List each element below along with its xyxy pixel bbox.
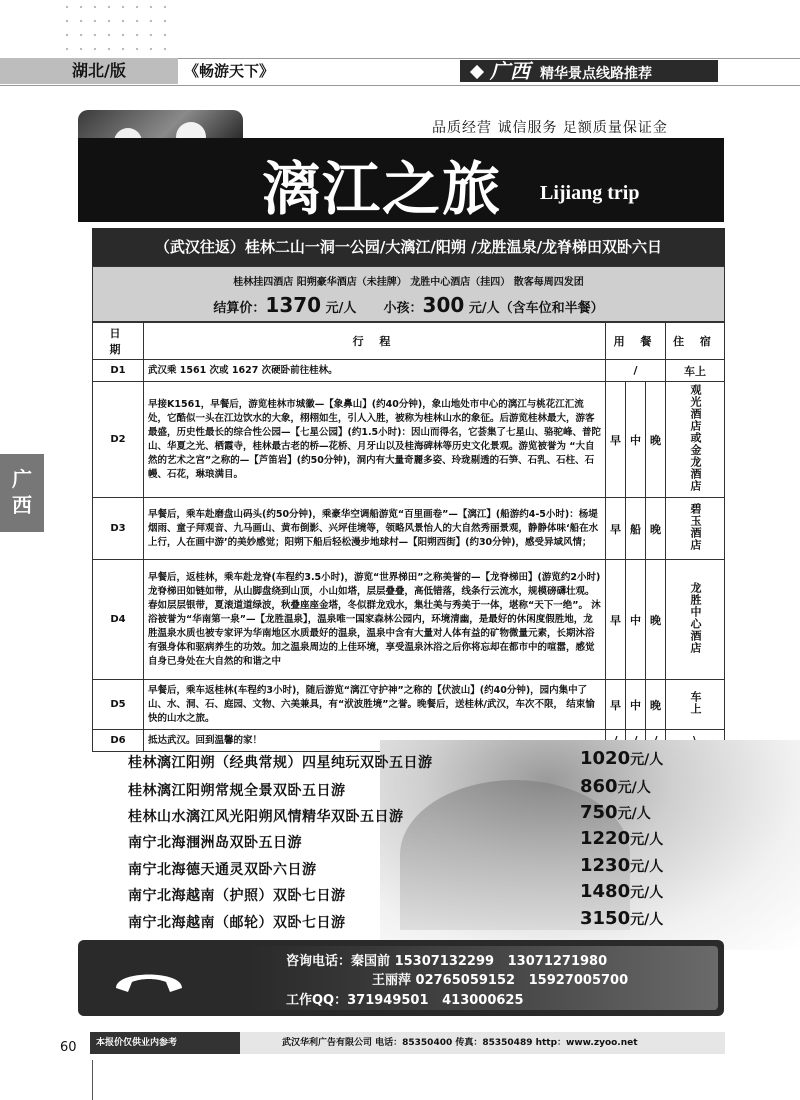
tour-price-value: 1020 (580, 748, 631, 769)
meal-cell: 早 (606, 680, 626, 730)
region-banner (460, 60, 718, 82)
tour-name: 桂林山水漓江风光阳朔风情精华双卧五日游 (128, 809, 404, 825)
contact-line-2 (372, 969, 628, 988)
tour-price-value: 1220 (580, 828, 631, 849)
tour-name: 桂林漓江阳朔（经典常规）四星纯玩双卧五日游 (128, 755, 433, 771)
meal-cell: 早 (606, 382, 626, 498)
col-itinerary: 行 程 (144, 323, 606, 360)
page-number: 60 (60, 1040, 77, 1055)
day-cell: D3 (93, 498, 144, 560)
qq-number: 371949501 (347, 993, 429, 1008)
tour-price (580, 881, 663, 902)
magazine-name: 《畅游天下》 (184, 62, 275, 80)
tour-price (580, 802, 651, 823)
table-row (93, 382, 725, 498)
lodging-text: 车上 (689, 691, 702, 715)
region-name: 广西 (490, 59, 530, 83)
page-title-en: Lijiang trip (540, 182, 640, 204)
price-label: 结算价： (213, 301, 266, 316)
day-cell: D1 (93, 360, 144, 382)
day-cell: D5 (93, 680, 144, 730)
contact-phone: 15307132299 (394, 954, 495, 969)
edition-label: 湖北/版 (0, 58, 178, 84)
meal-cell: / (606, 360, 666, 382)
side-tab-line1: 广 (12, 467, 32, 491)
tour-price-value: 750 (580, 802, 618, 823)
day-cell: D4 (93, 560, 144, 680)
lodging-text: 观光酒店或金龙酒店 (689, 384, 702, 492)
meal-cell: 晚 (646, 680, 666, 730)
contact-name: 王丽萍 (372, 973, 412, 988)
qq-label: 工作QQ： (286, 993, 348, 1008)
meal-cell: 中 (626, 382, 646, 498)
price-child-unit: 元/人（含车位和半餐） (468, 301, 604, 316)
tour-price-unit: 元/人 (617, 806, 651, 822)
meal-cell: 早 (606, 560, 626, 680)
tour-name: 南宁北海德天通灵双卧六日游 (128, 862, 317, 878)
tour-name: 南宁北海涠洲岛双卧五日游 (128, 835, 302, 851)
diamond-icon (470, 65, 484, 79)
table-row (93, 498, 725, 560)
tour-price (580, 748, 663, 769)
price-child: 300 (422, 293, 465, 317)
meal-cell: 船 (626, 498, 646, 560)
contact-line-3 (286, 989, 524, 1008)
tour-price-unit: 元/人 (630, 752, 664, 768)
route-tag: 精华景点线路推荐 (540, 66, 652, 82)
lodging-cell (666, 498, 725, 560)
contact-phone: 13071271980 (507, 954, 608, 969)
table-row (93, 360, 725, 382)
tour-name: 南宁北海越南（邮轮）双卧七日游 (128, 915, 346, 931)
lodging-cell (666, 382, 725, 498)
col-lodging: 住 宿 (666, 323, 725, 360)
meal-cell: 晚 (646, 498, 666, 560)
contact-line-1 (286, 950, 607, 969)
tour-price-value: 1230 (580, 855, 631, 876)
contact-label: 咨询电话： (286, 954, 352, 969)
phone-icon (110, 960, 188, 1000)
itinerary-cell: 武汉乘 1561 次或 1627 次硬卧前往桂林。 (144, 360, 606, 382)
region-side-tab (0, 454, 44, 532)
itinerary-table (92, 322, 725, 752)
col-day: 日 期 (93, 323, 144, 360)
day-cell: D6 (93, 730, 144, 752)
meal-cell: 晚 (646, 382, 666, 498)
lodging-cell: 车上 (666, 360, 725, 382)
meal-cell: 中 (626, 560, 646, 680)
page-title: 漓江之旅 (262, 155, 503, 223)
itinerary-cell: 抵达武汉。回到温馨的家！ (144, 730, 606, 752)
contact-phone: 15927005700 (528, 973, 629, 988)
tour-price (580, 855, 663, 876)
tour-price-value: 1480 (580, 881, 631, 902)
tour-price-unit: 元/人 (630, 832, 664, 848)
price-line (93, 293, 724, 317)
slogan: 品质经营 诚信服务 足额质量保证金 (432, 120, 668, 136)
table-header (93, 323, 725, 360)
col-meals: 用 餐 (606, 323, 666, 360)
day-cell: D2 (93, 382, 144, 498)
divider (92, 1060, 93, 1100)
tour-name: 桂林漓江阳朔常规全景双卧五日游 (128, 783, 346, 799)
price-adult: 1370 (265, 293, 322, 317)
side-tab-line2: 西 (12, 493, 32, 517)
tour-price-unit: 元/人 (630, 859, 664, 875)
qq-number: 413000625 (442, 993, 524, 1008)
table-row (93, 560, 725, 680)
meal-cell: 中 (626, 680, 646, 730)
meal-cell: 早 (606, 498, 626, 560)
tour-price-value: 3150 (580, 908, 631, 929)
tour-price-value: 860 (580, 776, 618, 797)
contact-phone: 02765059152 (415, 973, 516, 988)
price-adult-unit: 元/人 (325, 301, 357, 316)
footer-note: 本报价仅供业内参考 (90, 1032, 240, 1054)
tour-price (580, 908, 663, 929)
lodging-cell (666, 560, 725, 680)
lodging-cell (666, 680, 725, 730)
tour-price-unit: 元/人 (630, 912, 664, 928)
table-row (93, 680, 725, 730)
decorative-dots (60, 0, 170, 52)
itinerary-cell: 早餐后，乘车赴磨盘山码头(约50分钟)，乘豪华空调船游览“百里画卷”—【漓江】(船游约4-5小时)：杨堤烟雨、童子拜观音、九马画山、黄布倒影、兴坪佳境等，领略风景怡人的大自然秀丽景观，静静体味‘船在水上行，人在画中游’的美妙感觉；阳朔下船后轻松漫步地球村—【阳朔西街】(约30分钟)，感受异域风情； (144, 498, 606, 560)
contact-name: 秦国前 (351, 954, 391, 969)
itinerary-cell: 早餐后，乘车返桂林(车程约3小时)，随后游览“漓江守护神”之称的【伏波山】(约40分钟)，园内集中了山、水、洞、石、庭园、文物、六美兼具，有“洑波胜境”之誉。晚餐后，送桂林/武汉，车次不限， 结束愉快的山水之旅。 (144, 680, 606, 730)
footer-company: 武汉华利广告有限公司 电话：85350400 传真：85350489 http：www.zyoo.net (282, 1038, 638, 1048)
tour-price (580, 776, 651, 797)
tour-name: 南宁北海越南（护照）双卧七日游 (128, 888, 346, 904)
route-title: （武汉往返）桂林二山一洞一公园/大漓江/阳朔 /龙胜温泉/龙脊梯田双卧六日 (92, 228, 725, 266)
lodging-text: 龙胜中心酒店 (689, 582, 702, 654)
itinerary-cell: 早接K1561，早餐后，游览桂林市城徽—【象鼻山】(约40分钟)，象山地处市中心的漓江与桃花江汇流处，它酷似一头在江边饮水的大象，栩栩如生，引人入胜，被称为桂林山水的象征。后游览桂林最大，游客最盛，历史性最长的综合性公园—【七星公园】(约1.5小时)：因山而得名，它荟集了七星山、骆驼峰、普陀山、华夏之光、栖霞寺，桂林最古老的桥—花桥、月牙山以及桂海碑林等历史文化景观。游览被誉为 “大自然的艺术之宫”之称的—【芦笛岩】(约50分钟)，洞内有大量奇麗多姿、玲珑剔透的石笋、石乳、石柱、石幔、石花，琳琅满目。 (144, 382, 606, 498)
hotel-list: 桂林挂四酒店 阳朔豪华酒店（未挂牌） 龙胜中心酒店（挂四） 散客每周四发团 (233, 277, 584, 288)
info-box (92, 266, 725, 322)
itinerary-cell: 早餐后，返桂林，乘车赴龙脊(车程约3.5小时)，游览“世界梯田”之称美誉的—【龙脊梯田】(游览约2小时)龙脊梯田如链如带，从山脚盘绕到山顶，小山如塔，层层叠叠，高低错落，线条行云流水，规模磅礴壮观。春如层层银带，夏滚道道绿波，秋叠座座金塔，冬似群龙戏水，集壮美与秀美于一体，堪称“天下一绝”。 沐浴被誉为“华南第一泉”—【龙胜温泉】，温泉唯一国家森林公园内，环境清幽，是最好的休闲度假胜地，龙胜温泉水质也被专家评为华南地区水质最好的温泉，温泉中含有大量对人体有益的矿物微量元素，长期沐浴有强身体和驱病养生的功效。加之温泉周边的上佳环境，享受温泉沐浴之后你将忘却在都市中的喧嚣，感觉自身已身处在大自然的和谐之中 (144, 560, 606, 680)
tour-price (580, 828, 663, 849)
meal-cell: 晚 (646, 560, 666, 680)
tour-price-unit: 元/人 (617, 780, 651, 796)
price-child-label: 小孩： (383, 301, 423, 316)
lodging-text: 碧玉酒店 (689, 503, 702, 551)
tour-price-unit: 元/人 (630, 885, 664, 901)
